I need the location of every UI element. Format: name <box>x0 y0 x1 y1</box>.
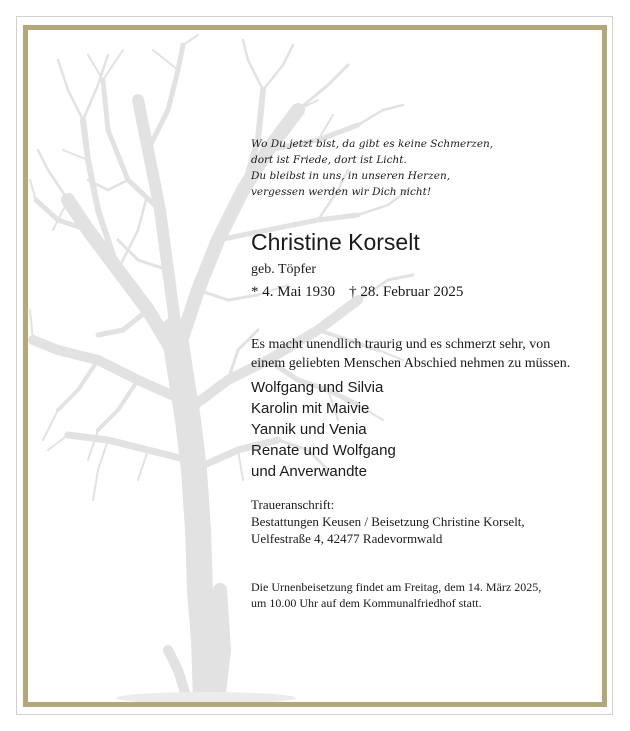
address-line: Bestattungen Keusen / Beisetzung Christine Korselt, <box>251 514 525 529</box>
deceased-name: Christine Korselt <box>251 229 420 255</box>
poem-line: Du bleibst in uns, in unseren Herzen, <box>251 170 451 182</box>
address-heading: Traueranschrift: <box>251 497 335 512</box>
death-date: † 28. Februar 2025 <box>349 284 464 300</box>
funeral-notice <box>251 579 541 611</box>
memorial-poem <box>251 136 493 200</box>
life-dates <box>251 282 463 302</box>
mourner-entry: Wolfgang und Silvia <box>251 379 384 396</box>
mourners-list <box>251 377 396 482</box>
address-line: Uelfestraße 4, 42477 Radevormwald <box>251 531 443 546</box>
poem-line: Wo Du jetzt bist, da gibt es keine Schmerzen, <box>251 138 494 150</box>
condolence-address <box>251 496 525 547</box>
obituary-frame <box>23 25 607 707</box>
poem-line: dort ist Friede, dort ist Licht. <box>251 154 407 166</box>
mourner-entry: Renate und Wolfgang <box>251 442 396 459</box>
mourner-entry: Karolin mit Maivie <box>251 400 370 417</box>
funeral-line: um 10.00 Uhr auf dem Kommunalfriedhof statt. <box>251 596 482 610</box>
message-line: einem geliebten Menschen Abschied nehmen zu müssen. <box>251 356 571 371</box>
poem-line: vergessen werden wir Dich nicht! <box>251 186 432 198</box>
funeral-line: Die Urnenbeisetzung findet am Freitag, dem 14. März 2025, <box>251 580 542 594</box>
mourner-entry: und Anverwandte <box>251 463 367 480</box>
birth-date: * 4. Mai 1930 <box>251 284 336 300</box>
maiden-name: geb. Töpfer <box>251 262 317 277</box>
mourner-entry: Yannik und Venia <box>251 421 367 438</box>
message-line: Es macht unendlich traurig und es schmerzt sehr, von <box>251 337 551 352</box>
farewell-message <box>251 335 570 373</box>
